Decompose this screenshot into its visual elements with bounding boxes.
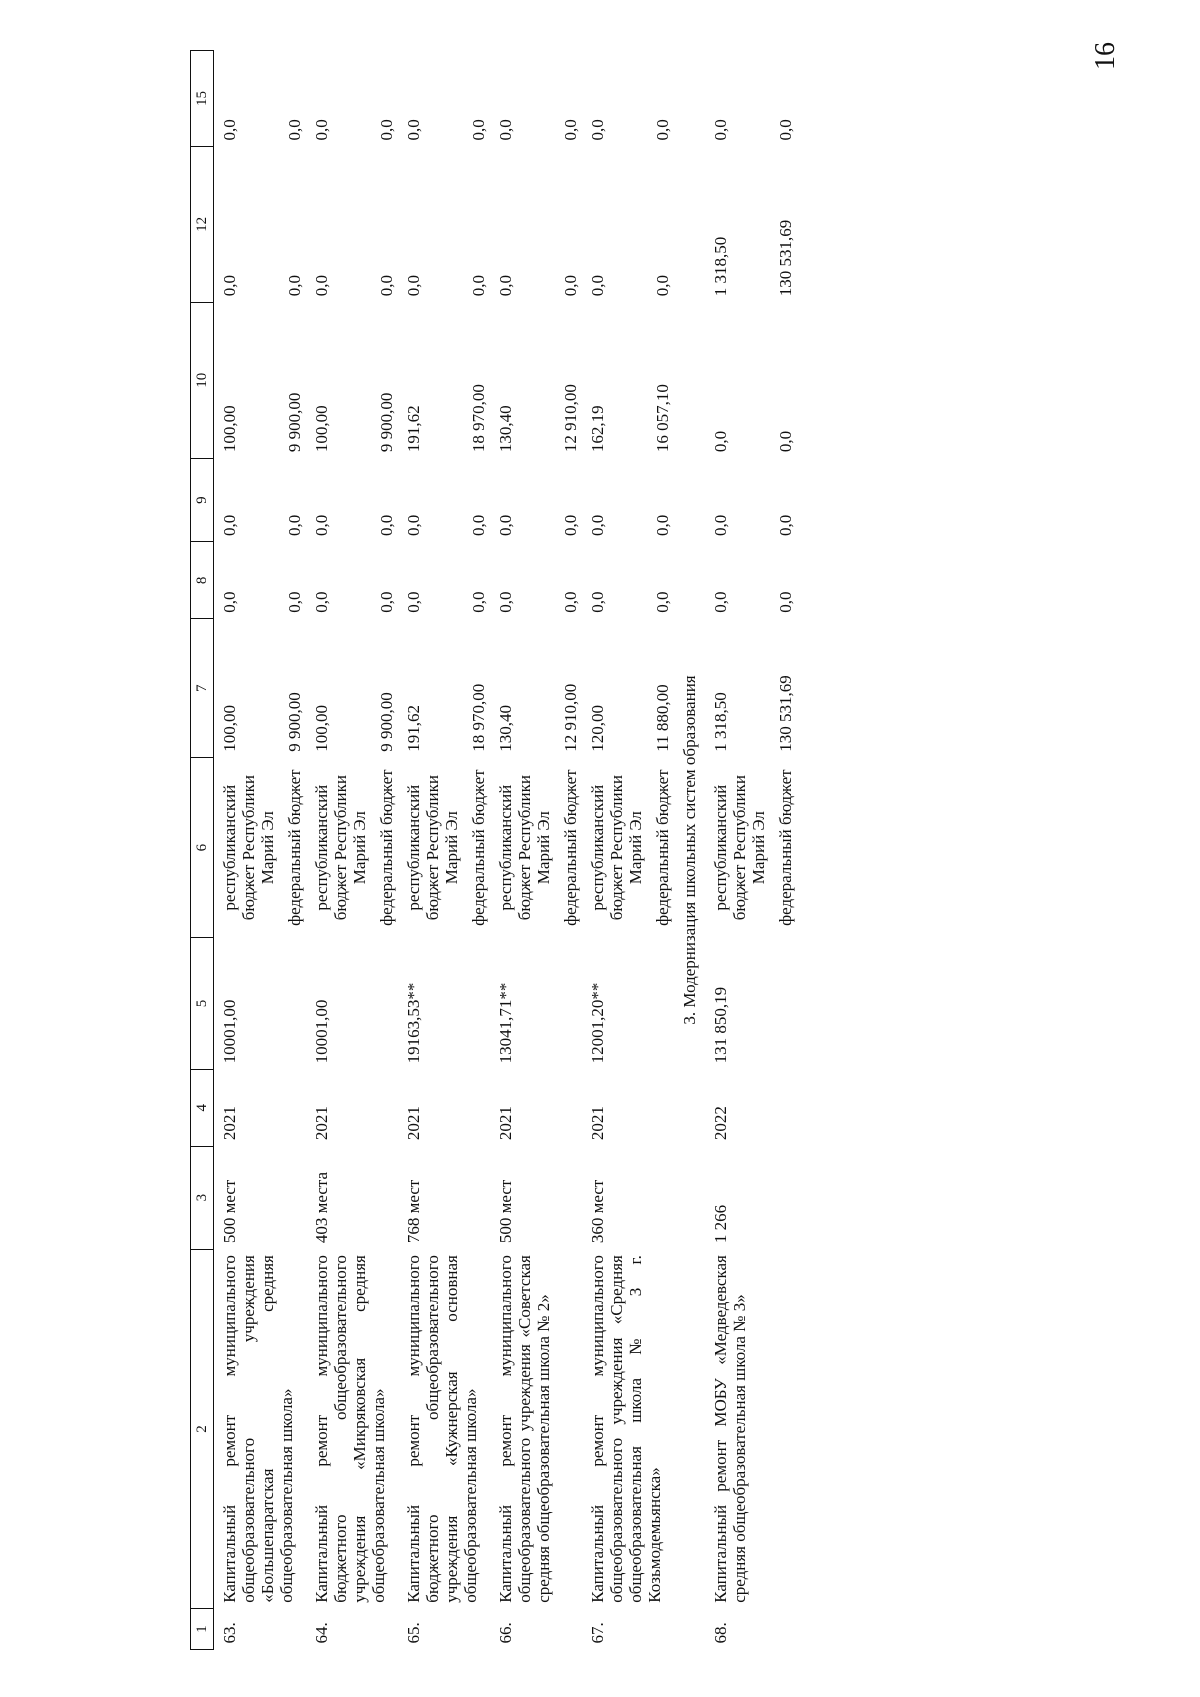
- table-cell: 0,0: [588, 591, 607, 613]
- table-cell: 0,0: [711, 591, 730, 613]
- budget-table-sheet: [190, 50, 1060, 1650]
- table-cell: 191,62: [404, 405, 423, 453]
- column-header: 2: [191, 1249, 214, 1609]
- table-cell: федеральный бюджет: [653, 769, 672, 926]
- table-cell: 2021: [404, 1106, 423, 1141]
- table-cell: 10001,00: [220, 999, 239, 1064]
- table-cell: 131 850,19: [711, 986, 730, 1064]
- table-cell: федеральный бюджет: [285, 769, 304, 926]
- table-cell: 12001,20**: [588, 982, 607, 1064]
- table-cell: 0,0: [312, 591, 331, 613]
- table-cell: 130,40: [496, 405, 515, 453]
- table-cell: республиканский бюджет Республики Марий Эл: [220, 775, 277, 921]
- table-cell: 100,00: [220, 704, 239, 752]
- table-cell: 0,0: [711, 430, 730, 453]
- table-cell: Капитальный ремонт муниципального общеобразовательного учреждения «Средняя общеобразовательная школа № 3 г. Козьмодемьянска»: [588, 1255, 664, 1603]
- table-cell: 0,0: [588, 119, 607, 141]
- table-cell: 0,0: [496, 514, 515, 536]
- table-cell: 0,0: [220, 119, 239, 141]
- table-cell: 1 318,50: [711, 236, 730, 297]
- table-cell: 100,00: [220, 405, 239, 453]
- table-cell: Капитальный ремонт муниципального общеобразовательного учреждения «Большепаратская средняя общеобразовательная школа»: [220, 1255, 296, 1603]
- table-cell: 11 880,00: [653, 684, 672, 752]
- page-number: 16: [1090, 42, 1121, 70]
- table-cell: 68.: [711, 1622, 730, 1644]
- table-cell: 0,0: [653, 591, 672, 613]
- column-header: 15: [191, 51, 214, 147]
- table-cell: 0,0: [404, 119, 423, 141]
- table-cell: 0,0: [496, 591, 515, 613]
- table-cell: 130 531,69: [776, 675, 795, 752]
- table-cell: 13041,71**: [496, 982, 515, 1064]
- table-cell: 9 900,00: [377, 392, 396, 453]
- table-cell: Капитальный ремонт муниципального бюджетного общеобразовательного учреждения «Микряковская средняя общеобразовательная школа»: [312, 1255, 388, 1603]
- table-cell: федеральный бюджет: [469, 769, 488, 926]
- table-cell: 0,0: [653, 119, 672, 141]
- table-cell: 0,0: [496, 119, 515, 141]
- table-cell: 403 места: [312, 1171, 331, 1244]
- table-cell: 0,0: [588, 514, 607, 536]
- table-cell: 64.: [312, 1622, 331, 1644]
- section-row: [674, 51, 705, 1650]
- budget-table: [190, 50, 797, 1650]
- table-cell: 10001,00: [312, 999, 331, 1064]
- table-cell: 0,0: [588, 275, 607, 297]
- table-cell: 2022: [711, 1106, 730, 1141]
- table-cell: 0,0: [711, 514, 730, 536]
- table-cell: 100,00: [312, 704, 331, 752]
- table-cell: 0,0: [776, 514, 795, 536]
- table-cell: 0,0: [312, 119, 331, 141]
- column-header: 7: [191, 619, 214, 758]
- table-cell: 0,0: [653, 514, 672, 536]
- table-cell: 9 900,00: [377, 692, 396, 752]
- table-cell: 0,0: [220, 514, 239, 536]
- column-header: 10: [191, 302, 214, 458]
- column-header: 8: [191, 542, 214, 619]
- table-cell: 2021: [312, 1106, 331, 1141]
- table-cell: республиканский бюджет Республики Марий Эл: [711, 775, 768, 921]
- table-cell: 130,40: [496, 704, 515, 752]
- table-cell: 2021: [496, 1106, 515, 1141]
- table-cell: 12 910,00: [561, 683, 580, 752]
- table-cell: 0,0: [312, 514, 331, 536]
- column-header: 5: [191, 938, 214, 1070]
- table-cell: 0,0: [285, 119, 304, 141]
- table-cell: федеральный бюджет: [776, 769, 795, 926]
- table-cell: 0,0: [404, 591, 423, 613]
- table-cell: 0,0: [377, 119, 396, 141]
- table-cell: 0,0: [561, 275, 580, 297]
- column-header: 6: [191, 758, 214, 938]
- table-cell: 0,0: [653, 275, 672, 297]
- table-cell: 16 057,10: [653, 384, 672, 453]
- table-cell: федеральный бюджет: [561, 769, 580, 926]
- table-cell: 0,0: [776, 430, 795, 453]
- column-header: 1: [191, 1609, 214, 1650]
- column-header: 12: [191, 146, 214, 302]
- table-cell: 0,0: [776, 119, 795, 141]
- table-cell: 0,0: [776, 591, 795, 613]
- table-cell: 0,0: [285, 275, 304, 297]
- table-cell: 500 мест: [220, 1179, 239, 1244]
- table-cell: Капитальный ремонт муниципального общеобразовательного учреждения «Советская средняя общеобразовательная школа № 2»: [496, 1255, 553, 1603]
- table-cell: 0,0: [404, 275, 423, 297]
- table-cell: 0,0: [377, 514, 396, 536]
- table-cell: 500 мест: [496, 1179, 515, 1244]
- table-row: [214, 51, 280, 1650]
- table-cell: 191,62: [404, 704, 423, 752]
- table-cell: 9 900,00: [285, 392, 304, 453]
- table-cell: Капитальный ремонт муниципального бюджетного общеобразовательного учреждения «Кужнерская основная общеобразовательная школа»: [404, 1255, 480, 1603]
- table-cell: федеральный бюджет: [377, 769, 396, 926]
- table-row: [398, 51, 463, 1650]
- table-cell: 12 910,00: [561, 384, 580, 453]
- table-header-row: [191, 51, 214, 1650]
- table-cell: 1 318,50: [711, 692, 730, 752]
- table-cell: 120,00: [588, 704, 607, 752]
- table-cell: 18 970,00: [469, 683, 488, 752]
- table-cell: 0,0: [377, 591, 396, 613]
- table-cell: Капитальный ремонт МОБУ «Медведевская средняя общеобразовательная школа № 3»: [711, 1255, 749, 1603]
- table-cell: 2021: [588, 1106, 607, 1141]
- table-cell: 0,0: [220, 591, 239, 613]
- column-header: 4: [191, 1069, 214, 1146]
- table-cell: 65.: [404, 1622, 423, 1644]
- column-header: 3: [191, 1146, 214, 1249]
- table-cell: 63.: [220, 1622, 239, 1644]
- table-cell: 2021: [220, 1106, 239, 1141]
- table-cell: 100,00: [312, 405, 331, 453]
- table-cell: 0,0: [285, 514, 304, 536]
- table-cell: 66.: [496, 1622, 515, 1644]
- table-cell: 9 900,00: [285, 692, 304, 752]
- table-cell: 0,0: [711, 119, 730, 141]
- table-cell: 19163,53**: [404, 982, 423, 1064]
- table-cell: 0,0: [561, 514, 580, 536]
- table-cell: 360 мест: [588, 1179, 607, 1244]
- table-cell: 768 мест: [404, 1179, 423, 1244]
- table-row: [582, 51, 647, 1650]
- table-cell: 162,19: [588, 405, 607, 453]
- table-cell: 1 266: [711, 1204, 730, 1244]
- table-cell: 0,0: [561, 591, 580, 613]
- column-header: 9: [191, 458, 214, 542]
- table-cell: 0,0: [377, 275, 396, 297]
- table-row: [490, 51, 555, 1650]
- table-cell: 0,0: [469, 514, 488, 536]
- table-cell: 0,0: [404, 514, 423, 536]
- section-title: 3. Модернизация школьных систем образования: [680, 675, 699, 1025]
- table-cell: 0,0: [496, 275, 515, 297]
- table-cell: 0,0: [561, 119, 580, 141]
- table-cell: 0,0: [285, 591, 304, 613]
- table-cell: республиканский бюджет Республики Марий Эл: [588, 775, 645, 921]
- table-cell: 18 970,00: [469, 384, 488, 453]
- table-row: [705, 51, 770, 1650]
- table-cell: 130 531,69: [776, 219, 795, 297]
- table-cell: 0,0: [469, 119, 488, 141]
- table-cell: республиканский бюджет Республики Марий Эл: [312, 775, 369, 921]
- table-cell: 0,0: [469, 591, 488, 613]
- table-cell: 0,0: [220, 275, 239, 297]
- table-cell: республиканский бюджет Республики Марий Эл: [496, 775, 553, 921]
- table-cell: 67.: [588, 1622, 607, 1644]
- table-row: [306, 51, 371, 1650]
- table-cell: 0,0: [469, 275, 488, 297]
- table-cell: республиканский бюджет Республики Марий Эл: [404, 775, 461, 921]
- table-cell: 0,0: [312, 275, 331, 297]
